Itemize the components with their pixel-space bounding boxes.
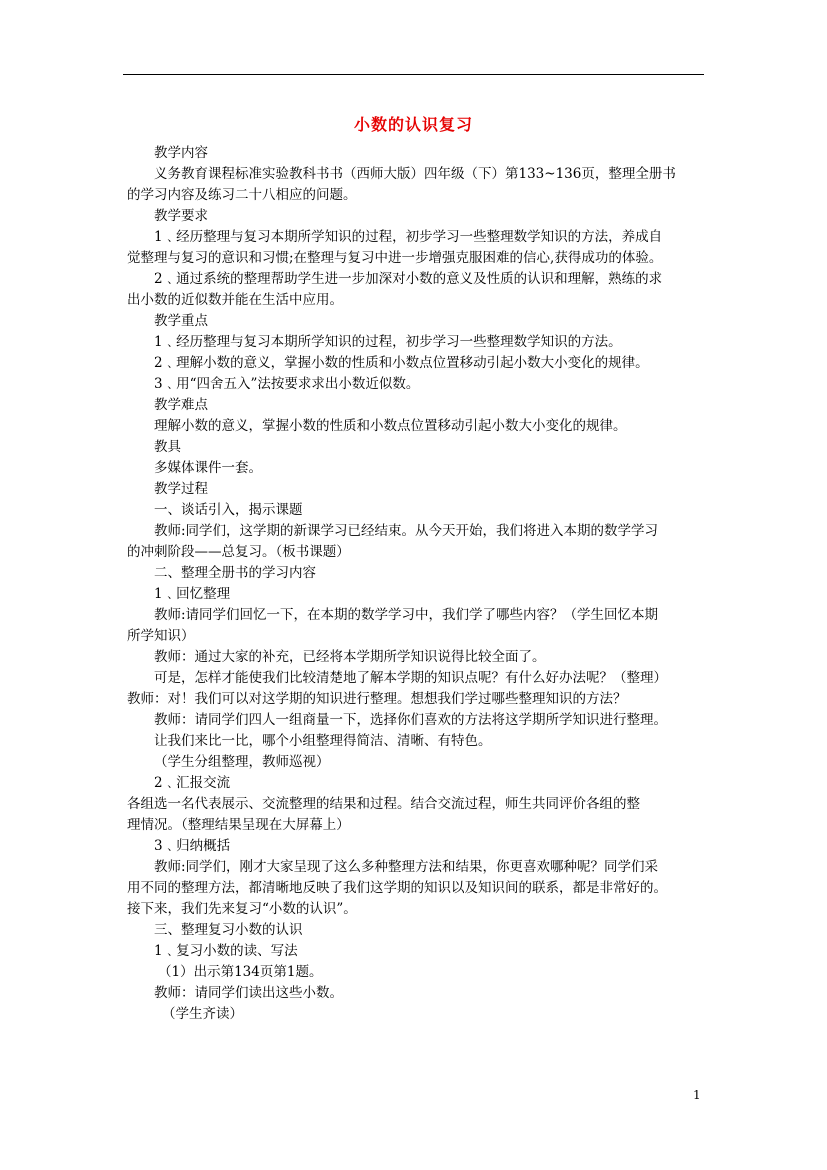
paragraph-line: 1﹑经历整理与复习本期所学知识的过程，初步学习一些整理数学知识的方法。 [154,334,622,350]
section-heading: 教学重点 [154,313,208,329]
paragraph-line: 的学习内容及练习二十八相应的问题。 [127,187,357,203]
paragraph-line: （1）出示第134页第1题。 [158,964,323,980]
paragraph-line: 2﹑理解小数的意义，掌握小数的性质和小数点位置移动引起小数大小变化的规律。 [154,355,649,371]
subsection-heading: 一、谈话引入，揭示课题 [154,502,303,518]
section-heading: 教学过程 [154,481,208,497]
subsection-heading: 三、整理复习小数的认识 [154,922,303,938]
paragraph-line: 理情况。（整理结果呈现在大屏幕上） [127,817,350,833]
document-body [127,143,704,1025]
paragraph-line: 3﹑用“四舍五入”法按要求求出小数近似数。 [154,376,420,392]
paragraph-line: 1﹑复习小数的读、写法 [154,943,298,959]
paragraph-line: 教师：请同学们四人一组商量一下，选择你们喜欢的方法将这学期所学知识进行整理。 [154,712,667,728]
header-rule [123,74,704,75]
paragraph-line: 义务教育课程标准实验教科书书（西师大版）四年级（下）第133~136页，整理全册书 [154,166,676,182]
paragraph-line: 理解小数的意义，掌握小数的性质和小数点位置移动引起小数大小变化的规律。 [154,418,627,434]
paragraph-line: （学生齐读） [162,1006,243,1022]
paragraph-line: 可是，怎样才能使我们比较清楚地了解本学期的知识点呢？有什么好办法呢？（整理） [154,670,667,686]
paragraph-line: （学生分组整理，教师巡视） [154,754,330,770]
paragraph-line: 教师：对！我们可以对这学期的知识进行整理。想想我们学过哪些整理知识的方法？ [127,691,627,707]
paragraph-line: 2﹑通过系统的整理帮助学生进一步加深对小数的意义及性质的认识和理解，熟练的求 [154,271,663,287]
paragraph-line: 出小数的近似数并能在生活中应用。 [127,292,343,308]
paragraph-line: 觉整理与复习的意识和习惯;在整理与复习中进一步增强克服困难的信心,获得成功的体验。 [127,250,663,266]
paragraph-line: 2﹑汇报交流 [154,775,231,791]
paragraph-line: 教师：请同学们读出这些小数。 [154,985,343,1001]
document-title: 小数的认识复习 [353,115,473,134]
paragraph-line: 教师:同学们，这学期的新课学习已经结束。从今天开始，我们将进入本期的数学学习 [154,523,659,539]
paragraph-line: 1﹑回忆整理 [154,586,231,602]
page-number: 1 [693,1088,701,1102]
paragraph-line: 多媒体课件一套。 [154,460,262,476]
paragraph-line: 的冲刺阶段——总复习。（板书课题） [127,544,350,560]
paragraph-line: 用不同的整理方法，都清晰地反映了我们这学期的知识以及知识间的联系，都是非常好的。 [127,880,667,896]
paragraph-line: 所学知识） [127,628,195,644]
section-heading: 教学难点 [154,397,208,413]
paragraph-line: 教师:请同学们回忆一下，在本期的数学学习中，我们学了哪些内容？（学生回忆本期 [154,607,659,623]
paragraph-line: 各组选一名代表展示、交流整理的结果和过程。结合交流过程，师生共同评价各组的整 [127,796,640,812]
section-heading: 教学要求 [154,208,208,224]
paragraph-line: 教师：通过大家的补充，已经将本学期所学知识说得比较全面了。 [154,649,546,665]
section-heading: 教具 [154,439,181,455]
paragraph-line: 3﹑归纳概括 [154,838,231,854]
section-heading: 教学内容 [154,145,208,161]
subsection-heading: 二、整理全册书的学习内容 [154,565,316,581]
paragraph-line: 1﹑经历整理与复习本期所学知识的过程，初步学习一些整理数学知识的方法，养成自 [154,229,663,245]
paragraph-line: 教师:同学们，刚才大家呈现了这么多种整理方法和结果，你更喜欢哪种呢？同学们采 [154,859,659,875]
paragraph-line: 让我们来比一比，哪个小组整理得简洁、清晰、有特色。 [154,733,492,749]
paragraph-line: 接下来，我们先来复习“小数的认识”。 [127,901,357,917]
